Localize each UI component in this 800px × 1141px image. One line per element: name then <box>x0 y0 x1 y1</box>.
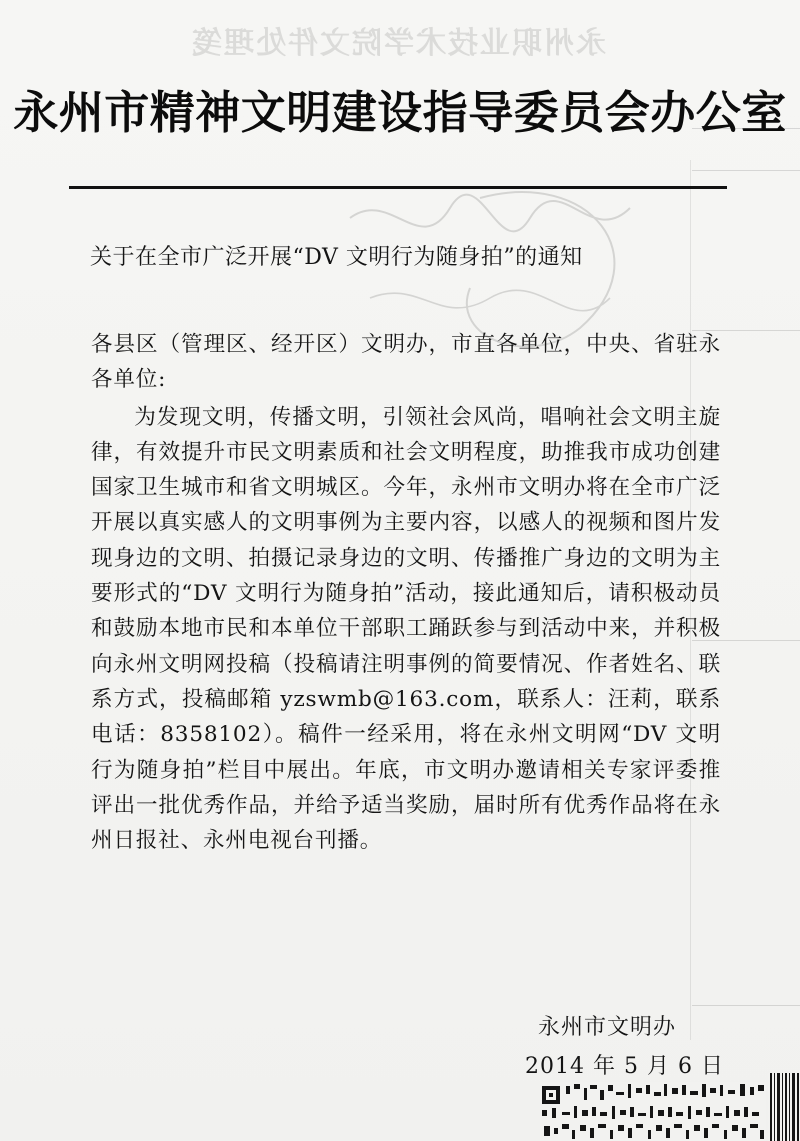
letterhead-rule <box>69 186 727 189</box>
notice-body <box>91 327 721 858</box>
barcode-image <box>540 1082 766 1141</box>
notice-title: 关于在全市广泛开展“DV 文明行为随身拍”的通知 <box>90 245 583 270</box>
body-paragraph: 为发现文明，传播文明，引领社会风尚，唱响社会文明主旋律，有效提升市民文明素质和社会文明程度，助推我市成功创建国家卫生城市和省文明城区。今年，永州市文明办将在全市广泛开展以真实感人的文明事例为主要内容，以感人的视频和图片发现身边的文明、拍摄记录身边的文明、传播推广身边的文明为主要形式的“DV 文明行为随身拍”活动，接此通知后，请积极动员和鼓励本地市民和本单位干部职工踊跃参与到活动中来，并积极向永州文明网投稿（投稿请注明事例的简要情况、作者姓名、联系方式，投稿邮箱 yzswmb@163.com，联系人：汪莉，联系电话：8358102）。稿件一经采用，将在永州文明网“DV 文明行为随身拍”栏目中展出。年底，市文明办邀请相关专家评委推评出一批优秀作品，并给予适当奖励，届时所有优秀作品将在永州日报社、永州电视台刊播。 <box>91 404 721 854</box>
signature-date: 2014 年 5 月 6 日 <box>525 1054 724 1079</box>
signature-org: 永州市文明办 <box>538 1015 677 1040</box>
bleed-through-heading: 永州职业技术学院文件处理笺 <box>190 26 606 61</box>
letterhead-title: 永州市精神文明建设指导委员会办公室 <box>13 86 787 139</box>
barcode-edge-image <box>768 1073 800 1141</box>
bleed-through-rule <box>692 1005 800 1006</box>
bleed-through-rule <box>692 170 800 171</box>
salutation: 各县区（管理区、经开区）文明办，市直各单位，中央、省驻永各单位: <box>91 332 721 393</box>
